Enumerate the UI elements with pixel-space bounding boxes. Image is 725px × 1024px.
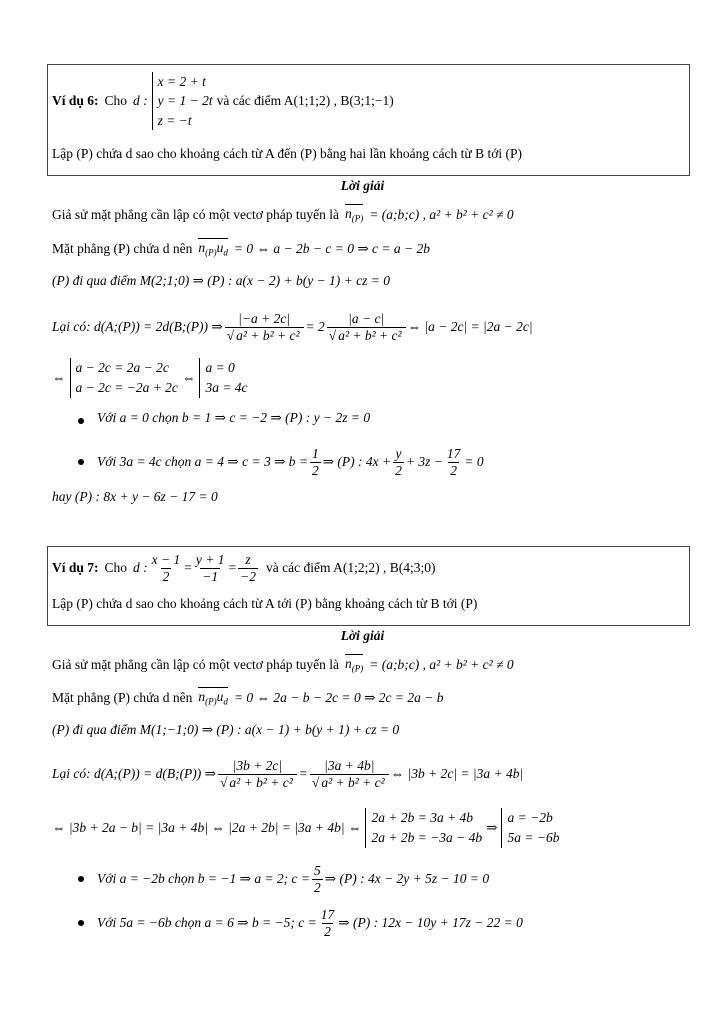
normal-vector: $n_{(P)}$ — [198, 689, 217, 707]
ex6-line-through-M: (P) đi qua điểm M(2;1;0) ⇒ (P) : a(x − 2) + b(y − 1) + cz = 0 — [52, 273, 391, 288]
bullet — [78, 876, 84, 882]
example-6-points: và các điểm A(1;1;2) , B(3;1;−1) — [216, 93, 394, 108]
ex6-case-2: Với 3a = 4c chọn a = 4 ⇒ c = 3 ⇒ b = $\frac{1}{2}$ ⇒ (P) : 4x + $\frac{y}{2}$ + 3z − $\frac{17}{2}$ = 0 — [97, 445, 484, 478]
fraction: $\frac{|a - c|}{\text{√ a² + b² + c²}}$ — [327, 311, 406, 343]
direction-vector: $u_d$ — [216, 689, 228, 707]
bullet — [78, 459, 84, 465]
parametric-system — [152, 72, 213, 131]
param-x: x = 2 + t — [157, 73, 206, 89]
ex6-line-contains-d: Mặt phẳng (P) chứa d nên $n_{(P)}$ $u_d$ = 0 ⇔ a − 2b − c = 0 ⇒ c = a − 2b — [52, 240, 430, 258]
example-6-cho: Cho — [104, 93, 128, 108]
ex6-line-distance: Lại có: d(A;(P)) = 2d(B;(P)) ⇒ $\frac{|-a + 2c|}{\text{√ a² + b² + c²}}$ = 2 $\frac{|a - c|}{\text{√ a² + b² + c²}}$ ⇔ |a − 2c| = |2a − 2c| — [52, 310, 533, 343]
example-6-statement — [52, 70, 394, 132]
bullet — [78, 418, 84, 424]
case-system: a = 0 3a = 4c — [199, 358, 247, 397]
ex7-line-through-M: (P) đi qua điểm M(1;−1;0) ⇒ (P) : a(x − 1) + b(y + 1) + cz = 0 — [52, 722, 400, 737]
example-6-label: Ví dụ 6: — [52, 93, 99, 108]
fraction: $\frac{|3b + 2c|}{\text{√ a² + b² + c²}}$ — [218, 758, 297, 790]
fraction: $\frac{x - 1}{2}$ — [151, 551, 181, 584]
ex7-line-contains-d: Mặt phẳng (P) chứa d nên $n_{(P)}$ $u_d$ = 0 ⇔ 2a − b − 2c = 0 ⇒ 2c = 2a − b — [52, 689, 444, 707]
ex7-line-distance: Lại có: d(A;(P)) = d(B;(P)) ⇒ $\frac{|3b + 2c|}{\text{√ a² + b² + c²}}$ = $\frac{|3a + 4b|}{\text{√ a² + b² + c²}}$ ⇔ |3b + 2c| = |3a + 4b| — [52, 757, 524, 790]
ex7-line-normal-vector: Giả sử mặt phẳng cần lập có một vectơ pháp tuyến là $n_{(P)}$ = (a;b;c) , a² + b² + c² ≠ 0 — [52, 656, 514, 674]
example-7-label: Ví dụ 7: — [52, 560, 99, 575]
example-6-solution-title: Lời giải — [340, 178, 385, 193]
bullet — [78, 920, 84, 926]
case-system: a − 2c = 2a − 2c a − 2c = −2a + 2c — [70, 358, 178, 397]
example-7-solution-title: Lời giải — [340, 628, 385, 643]
normal-vector: $n_{(P)}$ — [198, 240, 217, 258]
fraction: $\frac{y + 1}{-1}$ — [195, 551, 225, 584]
normal-vector: $n_{(P)}$ — [345, 656, 364, 674]
ex7-line-cases: ⇔ |3b + 2a − b| = |3a + 4b| ⇔ |2a + 2b| = |3a + 4b| ⇔ 2a + 2b = 3a + 4b 2a + 2b = −3a − 4b ⇒ a = −2b 5a = −6b — [52, 806, 563, 850]
normal-vector: $n_{(P)}$ — [345, 206, 364, 224]
line-d-name: d : — [133, 93, 148, 108]
case-system: a = −2b 5a = −6b — [501, 808, 559, 847]
ex7-case-2: Với 5a = −6b chọn a = 6 ⇒ b = −5; c = $\frac{17}{2}$ ⇒ (P) : 12x − 10y + 17z − 22 = 0 — [97, 906, 523, 939]
example-7-task: Lập (P) chứa d sao cho khoảng cách từ A tới (P) bằng khoảng cách từ B tới (P) — [52, 596, 478, 611]
example-7-statement: Ví dụ 7: Cho d : $\frac{x - 1}{2}$ = $\frac{y + 1}{-1}$ = $\frac{z}{-2}$ và các điểm A(1;2;2) , B(4;3;0) — [52, 551, 436, 584]
direction-vector: $u_d$ — [216, 240, 228, 258]
fraction: $\frac{|3a + 4b|}{\text{√ a² + b² + c²}}$ — [310, 758, 389, 790]
ex6-line-normal-vector: Giả sử mặt phẳng cần lập có một vectơ pháp tuyến là $n_{(P)}$ = (a;b;c) , a² + b² + c² ≠ 0 — [52, 206, 514, 224]
ex6-case-1: Với a = 0 chọn b = 1 ⇒ c = −2 ⇒ (P) : y − 2z = 0 — [97, 410, 371, 425]
ex7-case-1: Với a = −2b chọn b = −1 ⇒ a = 2; c = $\frac{5}{2}$ ⇒ (P) : 4x − 2y + 5z − 10 = 0 — [97, 862, 490, 895]
ex6-result: hay (P) : 8x + y − 6z − 17 = 0 — [52, 489, 218, 504]
fraction: $\frac{|-a + 2c|}{\text{√ a² + b² + c²}}$ — [225, 311, 304, 343]
case-system: 2a + 2b = 3a + 4b 2a + 2b = −3a − 4b — [365, 808, 482, 847]
example-6-task: Lập (P) chứa d sao cho khoảng cách từ A đến (P) bằng hai lần khoảng cách từ B tới (P) — [52, 146, 522, 161]
ex6-line-cases: ⇔ a − 2c = 2a − 2c a − 2c = −2a + 2c ⇔ a = 0 3a = 4c — [52, 356, 252, 400]
param-y: y = 1 − 2t — [157, 93, 213, 109]
param-z: z = −t — [157, 112, 192, 128]
fraction: $\frac{z}{-2}$ — [240, 551, 256, 584]
